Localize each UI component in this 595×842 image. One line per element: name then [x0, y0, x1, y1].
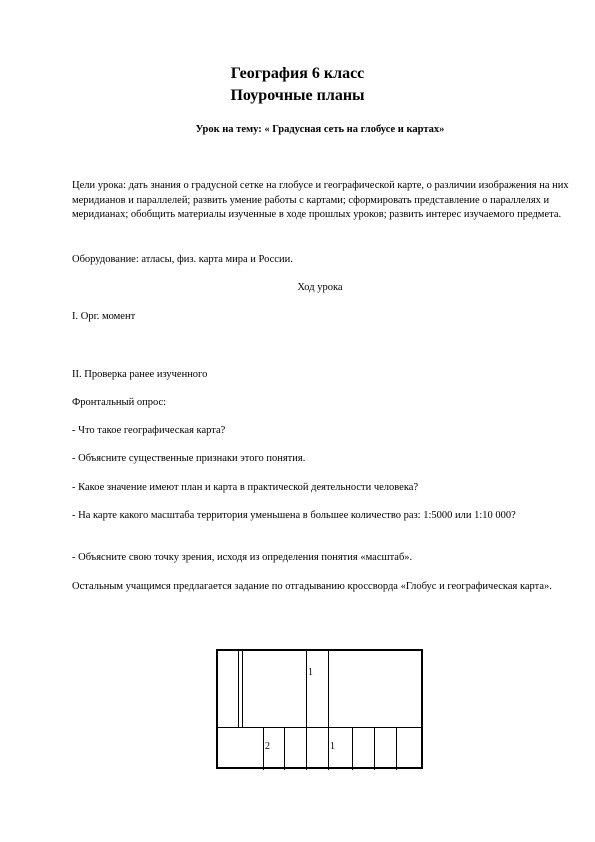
crossword-number: 1	[308, 667, 313, 678]
lesson-topic: Урок на тему: « Градусная сеть на глобусе и картах»	[195, 124, 445, 135]
equipment-text: Оборудование: атласы, физ. карта мира и России.	[72, 254, 293, 265]
question-5: - Объясните свою точку зрения, исходя из определения понятия «масштаб».	[72, 552, 413, 563]
lesson-goals: Цели урока: дать знания о градусной сетке на глобусе и географической карте, о различии изображения на них меридианов и параллелей; развить умение работы с картами; сформировать представление о параллелях и меридианах; обобщить материалы изученные в ходе прошлых уроков; развить интерес изучаемого предмета.	[72, 180, 569, 220]
section-org-moment: I. Орг. момент	[72, 311, 136, 322]
crossword-cell-line	[284, 727, 285, 770]
document-title: География 6 класс	[230, 65, 365, 82]
crossword-cell-line	[242, 651, 243, 727]
question-3: - Какое значение имеют план и карта в практической деятельности человека?	[72, 482, 419, 493]
section-review: II. Проверка ранее изученного	[72, 369, 208, 380]
crossword-task: Остальным учащимся предлагается задание по отгадыванию кроссворда «Глобус и географическая карта».	[72, 581, 552, 592]
lesson-heading: Ход урока	[297, 282, 343, 293]
question-4: - На карте какого масштаба территория уменьшена в большее количество раз: 1:5000 или 1:10 000?	[72, 510, 516, 521]
crossword-grid	[216, 649, 423, 769]
crossword-cell-line	[328, 651, 329, 770]
crossword-cell-line	[396, 727, 397, 770]
frontal-survey-label: Фронтальный опрос:	[72, 397, 167, 408]
question-2: - Объясните существенные признаки этого понятия.	[72, 453, 306, 464]
question-1: - Что такое географическая карта?	[72, 425, 226, 436]
crossword-cell-line	[374, 727, 375, 770]
crossword-cell-line	[352, 727, 353, 770]
crossword-row-divider	[218, 727, 421, 728]
crossword-number: 2	[265, 741, 270, 752]
document-subtitle: Поурочные планы	[230, 87, 365, 104]
crossword-cell-line	[306, 651, 307, 770]
crossword-cell-line	[263, 727, 264, 770]
crossword-cell-line	[238, 651, 239, 727]
crossword-number: 1	[330, 741, 335, 752]
